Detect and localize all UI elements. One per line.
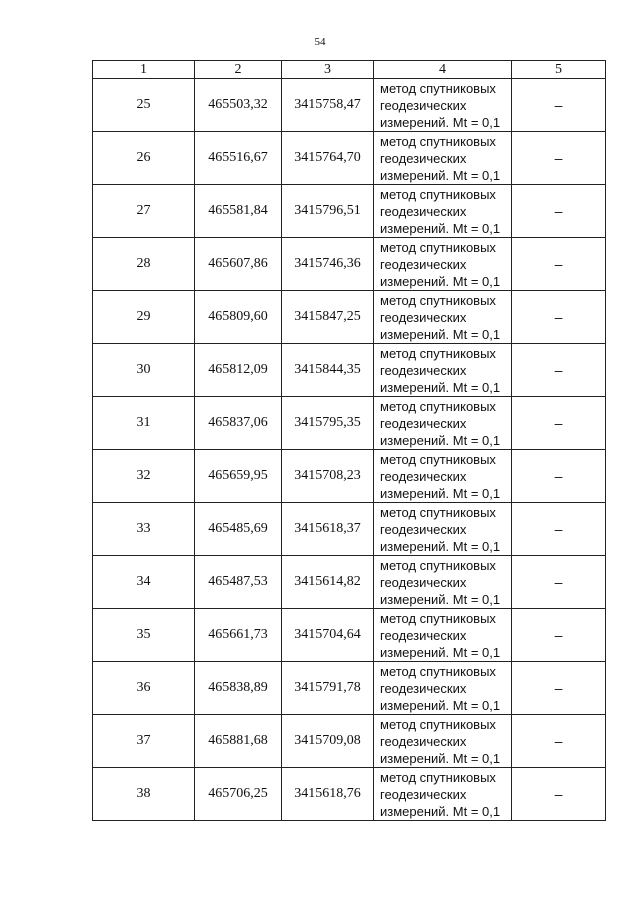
column-header-2: 2 bbox=[195, 61, 282, 79]
method-line-3: измерений. Mt = 0,1 bbox=[380, 326, 501, 342]
point-number-cell: 28 bbox=[93, 238, 195, 291]
table-row bbox=[93, 609, 606, 662]
method-line-1: метод спутниковых bbox=[380, 557, 496, 573]
y-coordinate-cell: 3415618,76 bbox=[282, 768, 374, 821]
method-line-1: метод спутниковых bbox=[380, 186, 496, 202]
x-coordinate-cell: 465706,25 bbox=[195, 768, 282, 821]
method-line-2: геодезических bbox=[380, 415, 467, 431]
point-number-cell: 36 bbox=[93, 662, 195, 715]
point-number-cell: 33 bbox=[93, 503, 195, 556]
method-line-2: геодезических bbox=[380, 574, 467, 590]
table-row bbox=[93, 768, 606, 821]
method-line-3: измерений. Mt = 0,1 bbox=[380, 485, 501, 501]
x-coordinate-cell: 465881,68 bbox=[195, 715, 282, 768]
point-number-cell: 34 bbox=[93, 556, 195, 609]
point-number-cell: 26 bbox=[93, 132, 195, 185]
method-line-3: измерений. Mt = 0,1 bbox=[380, 167, 501, 183]
table-row bbox=[93, 291, 606, 344]
notes-cell: – bbox=[512, 662, 606, 715]
x-coordinate-cell: 465516,67 bbox=[195, 132, 282, 185]
y-coordinate-cell: 3415746,36 bbox=[282, 238, 374, 291]
x-coordinate-cell: 465503,32 bbox=[195, 79, 282, 132]
method-line-3: измерений. Mt = 0,1 bbox=[380, 114, 501, 130]
method-cell bbox=[374, 715, 512, 768]
y-coordinate-cell: 3415758,47 bbox=[282, 79, 374, 132]
notes-cell: – bbox=[512, 768, 606, 821]
method-line-2: геодезических bbox=[380, 786, 467, 802]
point-number-cell: 29 bbox=[93, 291, 195, 344]
table-row bbox=[93, 238, 606, 291]
method-cell bbox=[374, 185, 512, 238]
method-line-3: измерений. Mt = 0,1 bbox=[380, 220, 501, 236]
column-header-4: 4 bbox=[374, 61, 512, 79]
table-row bbox=[93, 503, 606, 556]
notes-cell: – bbox=[512, 132, 606, 185]
method-line-3: измерений. Mt = 0,1 bbox=[380, 644, 501, 660]
method-cell bbox=[374, 768, 512, 821]
point-number-cell: 31 bbox=[93, 397, 195, 450]
column-header-5: 5 bbox=[512, 61, 606, 79]
table-row bbox=[93, 132, 606, 185]
table-row bbox=[93, 450, 606, 503]
point-number-cell: 32 bbox=[93, 450, 195, 503]
column-header-3: 3 bbox=[282, 61, 374, 79]
column-header-1: 1 bbox=[93, 61, 195, 79]
table-row bbox=[93, 397, 606, 450]
method-line-1: метод спутниковых bbox=[380, 663, 496, 679]
coordinates-table bbox=[92, 60, 606, 821]
method-line-3: измерений. Mt = 0,1 bbox=[380, 697, 501, 713]
method-cell bbox=[374, 132, 512, 185]
method-line-1: метод спутниковых bbox=[380, 451, 496, 467]
table-row bbox=[93, 662, 606, 715]
x-coordinate-cell: 465607,86 bbox=[195, 238, 282, 291]
point-number-cell: 37 bbox=[93, 715, 195, 768]
y-coordinate-cell: 3415791,78 bbox=[282, 662, 374, 715]
method-line-3: измерений. Mt = 0,1 bbox=[380, 803, 501, 819]
y-coordinate-cell: 3415764,70 bbox=[282, 132, 374, 185]
method-line-2: геодезических bbox=[380, 468, 467, 484]
method-line-2: геодезических bbox=[380, 362, 467, 378]
method-line-1: метод спутниковых bbox=[380, 80, 496, 96]
method-cell bbox=[374, 291, 512, 344]
x-coordinate-cell: 465661,73 bbox=[195, 609, 282, 662]
x-coordinate-cell: 465581,84 bbox=[195, 185, 282, 238]
method-line-1: метод спутниковых bbox=[380, 292, 496, 308]
point-number-cell: 27 bbox=[93, 185, 195, 238]
method-cell bbox=[374, 79, 512, 132]
notes-cell: – bbox=[512, 503, 606, 556]
table-row bbox=[93, 344, 606, 397]
method-line-1: метод спутниковых bbox=[380, 398, 496, 414]
notes-cell: – bbox=[512, 344, 606, 397]
method-line-2: геодезических bbox=[380, 309, 467, 325]
method-line-2: геодезических bbox=[380, 680, 467, 696]
method-line-3: измерений. Mt = 0,1 bbox=[380, 750, 501, 766]
method-line-3: измерений. Mt = 0,1 bbox=[380, 591, 501, 607]
page-number: 54 bbox=[314, 36, 326, 48]
method-cell bbox=[374, 609, 512, 662]
method-line-3: измерений. Mt = 0,1 bbox=[380, 379, 501, 395]
method-cell bbox=[374, 344, 512, 397]
method-cell bbox=[374, 450, 512, 503]
x-coordinate-cell: 465837,06 bbox=[195, 397, 282, 450]
table-row bbox=[93, 715, 606, 768]
method-line-1: метод спутниковых bbox=[380, 345, 496, 361]
method-line-2: геодезических bbox=[380, 627, 467, 643]
notes-cell: – bbox=[512, 291, 606, 344]
method-line-2: геодезических bbox=[380, 256, 467, 272]
y-coordinate-cell: 3415709,08 bbox=[282, 715, 374, 768]
point-number-cell: 35 bbox=[93, 609, 195, 662]
method-line-1: метод спутниковых bbox=[380, 610, 496, 626]
y-coordinate-cell: 3415704,64 bbox=[282, 609, 374, 662]
table-row bbox=[93, 556, 606, 609]
x-coordinate-cell: 465487,53 bbox=[195, 556, 282, 609]
method-line-2: геодезических bbox=[380, 97, 467, 113]
method-line-1: метод спутниковых bbox=[380, 133, 496, 149]
method-line-3: измерений. Mt = 0,1 bbox=[380, 538, 501, 554]
notes-cell: – bbox=[512, 715, 606, 768]
notes-cell: – bbox=[512, 609, 606, 662]
method-cell bbox=[374, 397, 512, 450]
y-coordinate-cell: 3415847,25 bbox=[282, 291, 374, 344]
method-line-1: метод спутниковых bbox=[380, 716, 496, 732]
point-number-cell: 30 bbox=[93, 344, 195, 397]
point-number-cell: 38 bbox=[93, 768, 195, 821]
notes-cell: – bbox=[512, 185, 606, 238]
method-cell bbox=[374, 556, 512, 609]
method-line-1: метод спутниковых bbox=[380, 769, 496, 785]
method-line-2: геодезических bbox=[380, 203, 467, 219]
table-header-row bbox=[93, 61, 606, 79]
x-coordinate-cell: 465838,89 bbox=[195, 662, 282, 715]
notes-cell: – bbox=[512, 556, 606, 609]
method-line-3: измерений. Mt = 0,1 bbox=[380, 432, 501, 448]
method-line-3: измерений. Mt = 0,1 bbox=[380, 273, 501, 289]
y-coordinate-cell: 3415795,35 bbox=[282, 397, 374, 450]
method-line-1: метод спутниковых bbox=[380, 239, 496, 255]
method-cell bbox=[374, 662, 512, 715]
notes-cell: – bbox=[512, 79, 606, 132]
point-number-cell: 25 bbox=[93, 79, 195, 132]
x-coordinate-cell: 465809,60 bbox=[195, 291, 282, 344]
method-line-2: геодезических bbox=[380, 150, 467, 166]
notes-cell: – bbox=[512, 238, 606, 291]
notes-cell: – bbox=[512, 450, 606, 503]
method-line-1: метод спутниковых bbox=[380, 504, 496, 520]
y-coordinate-cell: 3415844,35 bbox=[282, 344, 374, 397]
y-coordinate-cell: 3415708,23 bbox=[282, 450, 374, 503]
y-coordinate-cell: 3415618,37 bbox=[282, 503, 374, 556]
x-coordinate-cell: 465485,69 bbox=[195, 503, 282, 556]
x-coordinate-cell: 465659,95 bbox=[195, 450, 282, 503]
table-row bbox=[93, 185, 606, 238]
method-cell bbox=[374, 238, 512, 291]
method-line-2: геодезических bbox=[380, 733, 467, 749]
method-line-2: геодезических bbox=[380, 521, 467, 537]
table-row bbox=[93, 79, 606, 132]
y-coordinate-cell: 3415796,51 bbox=[282, 185, 374, 238]
notes-cell: – bbox=[512, 397, 606, 450]
y-coordinate-cell: 3415614,82 bbox=[282, 556, 374, 609]
x-coordinate-cell: 465812,09 bbox=[195, 344, 282, 397]
method-cell bbox=[374, 503, 512, 556]
